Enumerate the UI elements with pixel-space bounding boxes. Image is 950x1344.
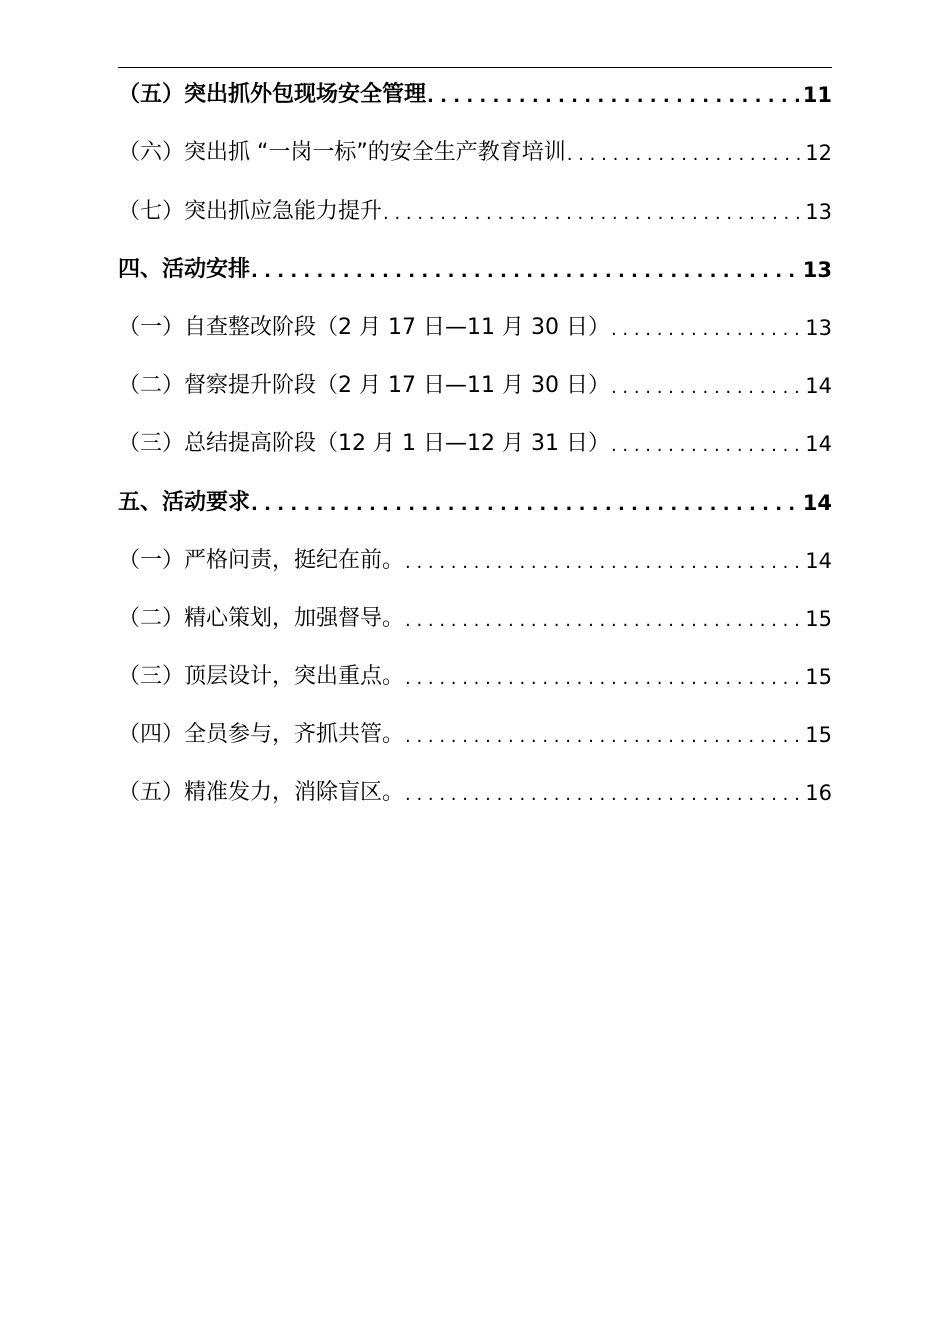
toc-entry-title: （六）突出抓 “一岗一标”的安全生产教育培训 [118, 140, 566, 166]
toc-entry[interactable] [118, 646, 832, 704]
toc-entry-title: （五）突出抓外包现场安全管理 [118, 82, 427, 108]
toc-dot-leader [567, 144, 801, 166]
toc-entry-page: 14 [802, 490, 832, 515]
toc-entry[interactable] [118, 297, 832, 355]
toc-entry[interactable] [118, 588, 832, 646]
toc-dot-leader [405, 668, 801, 690]
toc-entry-page: 14 [805, 548, 832, 573]
toc-entry-title: （四）全员参与，齐抓共管。 [118, 722, 405, 748]
toc-dot-leader [251, 494, 800, 516]
toc-entry-page: 14 [805, 432, 832, 457]
toc-entry[interactable] [118, 355, 832, 413]
toc-entry[interactable] [118, 530, 832, 588]
toc-entry-page: 12 [805, 141, 832, 166]
toc-dot-leader [611, 435, 801, 457]
toc-entry-title: （三）总结提高阶段（12 月 1 日—12 月 31 日） [118, 431, 610, 457]
toc-entry-title: （三）顶层设计，突出重点。 [118, 664, 405, 690]
toc-entry-title: （一）自查整改阶段（2 月 17 日—11 月 30 日） [118, 314, 610, 340]
toc-entry[interactable] [118, 413, 832, 471]
toc-entry-title: （二）精心策划，加强督导。 [118, 605, 405, 631]
toc-dot-leader [383, 203, 801, 225]
toc-entry-page: 15 [805, 723, 832, 748]
toc-entry[interactable] [118, 704, 832, 762]
toc-dot-leader [405, 784, 801, 806]
toc-dot-leader [251, 261, 800, 283]
toc-entry-title: （五）精准发力，消除盲区。 [118, 780, 405, 806]
toc-entry[interactable] [118, 122, 832, 180]
toc-dot-leader [427, 86, 800, 108]
toc-entry-page: 16 [805, 781, 832, 806]
toc-entry[interactable] [118, 239, 832, 297]
toc-entry-page: 15 [805, 665, 832, 690]
toc-entry-page: 15 [805, 606, 832, 631]
toc-dot-leader [405, 610, 801, 632]
toc-entry-title: （一）严格问责，挺纪在前。 [118, 547, 405, 573]
toc-entry[interactable] [118, 762, 832, 820]
toc-entry[interactable] [118, 64, 832, 122]
toc-entry-title: 四、活动安排 [118, 256, 251, 282]
toc-entry-title: （二）督察提升阶段（2 月 17 日—11 月 30 日） [118, 373, 610, 399]
toc-entry-title: 五、活动要求 [118, 489, 251, 515]
toc-entry[interactable] [118, 471, 832, 529]
toc-entry-page: 11 [802, 83, 832, 108]
toc-entry[interactable] [118, 180, 832, 238]
toc-dot-leader [405, 552, 801, 574]
toc-dot-leader [405, 726, 801, 748]
toc-entry-page: 13 [805, 199, 832, 224]
toc-dot-leader [611, 377, 801, 399]
toc-entry-page: 14 [805, 374, 832, 399]
toc-entry-page: 13 [802, 257, 832, 282]
table-of-contents [118, 64, 832, 820]
toc-dot-leader [611, 319, 801, 341]
toc-entry-page: 13 [805, 315, 832, 340]
toc-entry-title: （七）突出抓应急能力提升 [118, 198, 383, 224]
